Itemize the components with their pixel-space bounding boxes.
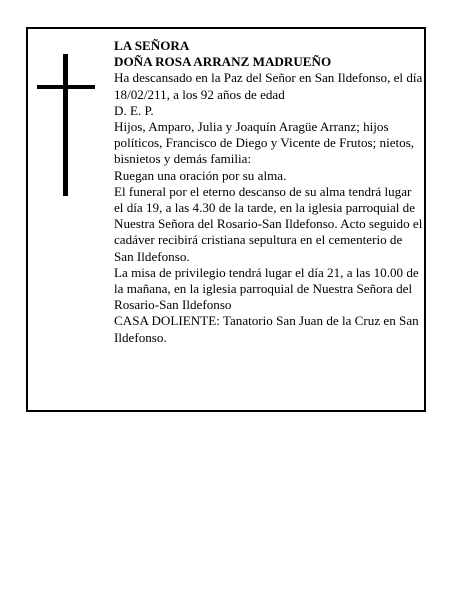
cross-icon	[63, 54, 68, 196]
obituary-text	[114, 38, 424, 346]
mourning-house: CASA DOLIENTE: Tanatorio San Juan de la Cruz en San Ildefonso.	[114, 313, 419, 345]
mass-details: La misa de privilegio tendrá lugar el día 21, a las 10.00 de la mañana, en la iglesia parroquial de Nuestra Señora del Rosario-San Ildefonso	[114, 264, 419, 313]
family-list: Hijos, Amparo, Julia y Joaquín Aragüe Arranz; hijos políticos, Francisco de Diego y Vicente de Frutos; nietos, bisnietos y demás familia:	[114, 119, 415, 167]
notice-heading: LA SEÑORA	[114, 38, 190, 53]
prayer-request: Ruegan una oración por su alma.	[114, 167, 287, 183]
funeral-details: El funeral por el eterno descanso de su alma tendrá lugar el día 19, a las 4.30 de la tarde, en la iglesia parroquial de Nuestra Señora del Rosario-San Ildefonso. Acto seguido el cadáver recibirá cristiana sepultura en el cementerio de San Ildefonso.	[114, 183, 423, 264]
dep-line: D. E. P.	[114, 102, 154, 118]
cross-icon-bar	[37, 85, 95, 89]
deceased-name: DOÑA ROSA ARRANZ MADRUEÑO	[114, 54, 332, 70]
rest-statement: Ha descansado en la Paz del Señor en San Ildefonso, el día 18/02/211, a los 92 años de edad	[114, 70, 423, 102]
